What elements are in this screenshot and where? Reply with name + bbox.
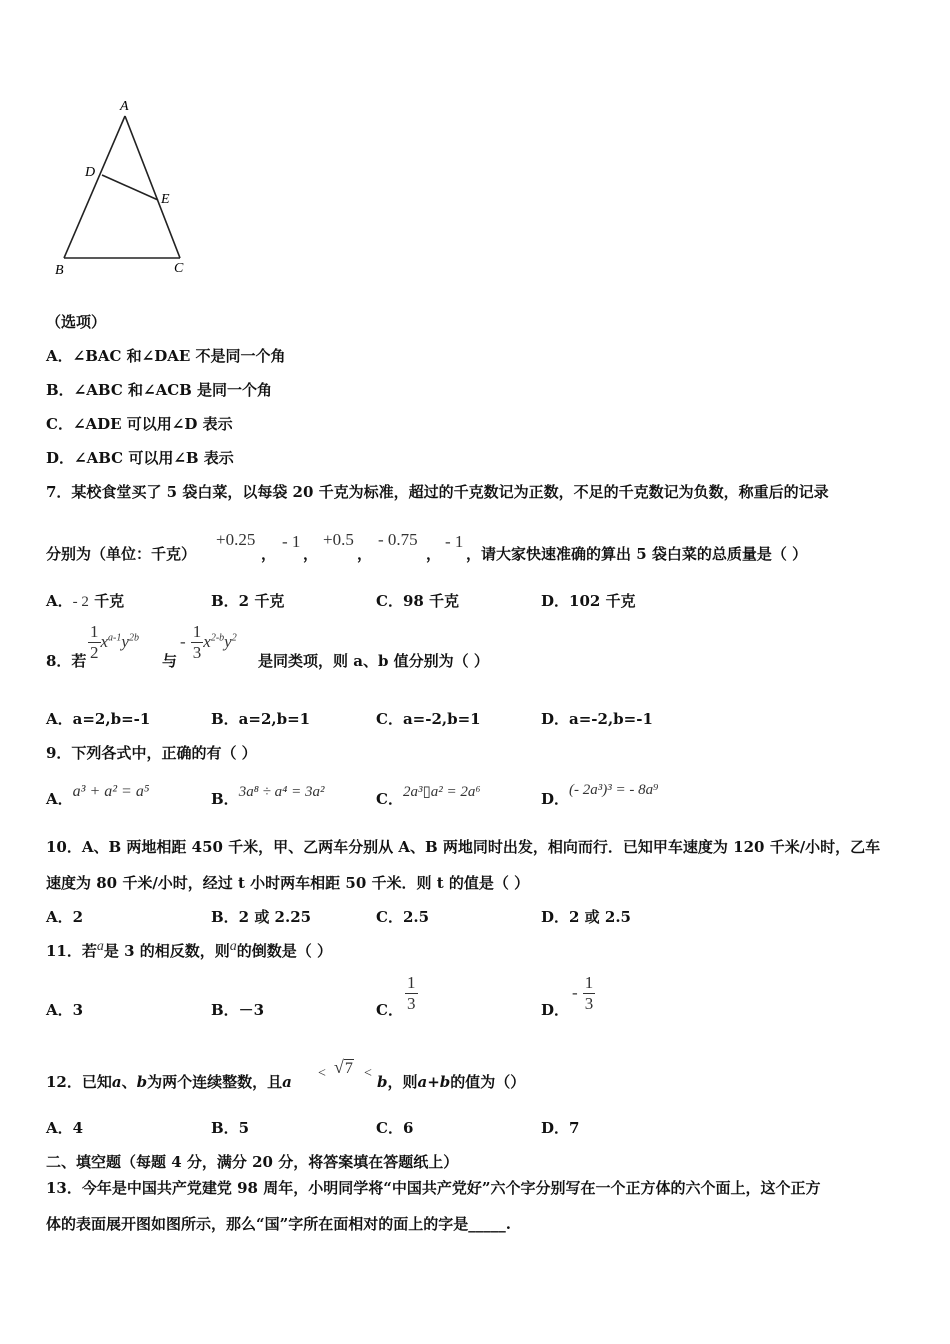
q8-term1-num: 1 bbox=[90, 622, 99, 641]
q7-stem-line1: 7．某校食堂买了 5 袋白菜，以每袋 20 千克为标准，超过的千克数记为正数，不足的千克数记为负数，称重后的记录 bbox=[46, 483, 829, 501]
q12-stem-p4: 的值为（） bbox=[450, 1073, 526, 1091]
q8-term1-x: x bbox=[100, 632, 109, 651]
q9-option-a-expr: a³ + a² = a⁵ bbox=[72, 783, 150, 800]
q7-value-1: +0.25 bbox=[216, 530, 256, 549]
q11-option-d-num: 1 bbox=[584, 973, 594, 992]
q12-var-b: b bbox=[136, 1073, 148, 1091]
q7-comma: ， bbox=[303, 545, 319, 563]
q11-option-c-den: 3 bbox=[407, 994, 416, 1013]
q10-option-a[interactable]: A．2 bbox=[46, 908, 84, 926]
triangle-figure bbox=[40, 90, 210, 290]
q11-option-b[interactable]: B．－3 bbox=[211, 1001, 265, 1019]
q9-stem: 9．下列各式中，正确的有（ ） bbox=[46, 744, 257, 762]
q6-option-b[interactable]: B．∠ABC 和∠ACB 是同一个角 bbox=[46, 381, 273, 399]
q12-option-c[interactable]: C．6 bbox=[376, 1119, 414, 1137]
options-header: （选项） bbox=[46, 313, 107, 331]
q11-var-a: a bbox=[229, 939, 237, 954]
q7-option-a-label: A． bbox=[46, 592, 73, 610]
q11-var-a: a bbox=[96, 939, 104, 954]
q12-less-than-2: < bbox=[364, 1066, 372, 1081]
q9-option-d[interactable] bbox=[541, 782, 659, 809]
q9-option-c-expr: 2a³▯a² = 2a⁶ bbox=[402, 784, 481, 800]
q8-term1-yexp: 2b bbox=[128, 632, 139, 644]
q7-option-c[interactable]: C．98 千克 bbox=[376, 592, 460, 610]
q13-stem-line2: 体的表面展开图如图所示，那么“国”字所在面相对的面上的字是_____. bbox=[46, 1215, 511, 1233]
q12-less-than-1: < bbox=[318, 1066, 326, 1081]
side-ab bbox=[64, 116, 125, 258]
q8-term2-num: 1 bbox=[192, 622, 202, 641]
q11-stem-p1: 11．若 bbox=[46, 942, 97, 960]
q7-option-a[interactable] bbox=[46, 590, 124, 611]
q9-option-c[interactable] bbox=[376, 784, 481, 809]
q7-option-b[interactable]: B．2 千克 bbox=[211, 592, 285, 610]
q12-stem-p1: 12．已知 bbox=[46, 1073, 112, 1091]
q11-option-d-sign: - bbox=[572, 983, 578, 1002]
q12-stem-p2: 为两个连续整数，且 bbox=[147, 1073, 283, 1091]
q11-option-d[interactable] bbox=[541, 999, 569, 1020]
q12-stem-tail bbox=[377, 1071, 525, 1092]
label-c: C bbox=[174, 261, 184, 276]
q8-term1-xexp: a-1 bbox=[108, 632, 122, 644]
q8-term1-fraction bbox=[88, 622, 101, 663]
q11-option-c-num: 1 bbox=[407, 973, 416, 992]
q7-option-d[interactable]: D．102 千克 bbox=[541, 592, 636, 610]
q10-stem-line1: 10．A、B 两地相距 450 千米，甲、乙两车分别从 A、B 两地同时出发，相向而行．已知甲车速度为 120 千米/小时，乙车 bbox=[46, 838, 881, 856]
q11-option-d-fraction bbox=[572, 973, 595, 1014]
q7-value-5: - 1 bbox=[445, 532, 464, 551]
q8-term2-fraction bbox=[191, 622, 204, 663]
q11-stem bbox=[46, 940, 332, 961]
q8-term2-y: y bbox=[224, 632, 232, 651]
section-heading: 二、填空题（每题 4 分，满分 20 分，将答案填在答题纸上） bbox=[46, 1153, 459, 1171]
label-a: A bbox=[120, 99, 129, 114]
q8-option-a[interactable]: A．a=2,b=-1 bbox=[46, 710, 151, 728]
q7-value-3: +0.5 bbox=[323, 530, 354, 549]
q6-option-d[interactable]: D．∠ABC 可以用∠B 表示 bbox=[46, 449, 234, 467]
q8-term2 bbox=[180, 622, 237, 663]
q10-stem-line2: 速度为 80 千米/小时，经过 t 小时两车相距 50 千米．则 t 的值是（ ） bbox=[46, 874, 530, 892]
q6-option-c[interactable]: C．∠ADE 可以用∠D 表示 bbox=[46, 415, 233, 433]
q8-term2-xexp: 2-b bbox=[210, 632, 225, 644]
radical-icon: √ bbox=[334, 1057, 344, 1077]
q10-option-d[interactable]: D．2 或 2.5 bbox=[541, 908, 631, 926]
q7-comma: ， bbox=[357, 545, 373, 563]
q7-stem-prefix: 分别为（单位：千克） bbox=[46, 545, 197, 563]
q12-var-a: a bbox=[282, 1073, 292, 1091]
q11-option-c-label: C． bbox=[376, 1001, 403, 1019]
q7-stem-suffix: ，请大家快速准确的算出 5 袋白菜的总质量是（ ） bbox=[466, 545, 808, 563]
q7-option-a-unit: 千克 bbox=[94, 592, 125, 610]
q9-option-a[interactable] bbox=[46, 783, 150, 809]
q7-comma: ， bbox=[261, 545, 277, 563]
q12-stem-p3: ，则 bbox=[387, 1073, 418, 1091]
q11-option-a[interactable]: A．3 bbox=[46, 1001, 84, 1019]
q10-option-b[interactable]: B．2 或 2.25 bbox=[211, 908, 312, 926]
q7-option-a-math: - 2 bbox=[72, 594, 89, 610]
q9-option-b-expr: 3a⁸ ÷ a⁴ = 3a² bbox=[238, 784, 325, 800]
q11-stem-p2: 是 3 的相反数，则 bbox=[103, 942, 230, 960]
q8-term2-sign: - bbox=[180, 632, 186, 651]
q8-stem-prefix: 8．若 bbox=[46, 652, 87, 670]
label-e: E bbox=[161, 192, 170, 207]
q8-stem-mid: 与 bbox=[162, 652, 178, 670]
q8-term1-y: y bbox=[121, 632, 129, 651]
label-b: B bbox=[55, 263, 64, 278]
q12-radicand: 7 bbox=[344, 1060, 353, 1077]
q6-option-a[interactable]: A．∠BAC 和∠DAE 不是同一个角 bbox=[46, 347, 286, 365]
label-d: D bbox=[85, 165, 96, 180]
q8-term2-x: x bbox=[203, 632, 211, 651]
q12-option-d[interactable]: D．7 bbox=[541, 1119, 580, 1137]
q12-stem bbox=[46, 1071, 292, 1092]
q8-option-d[interactable]: D．a=-2,b=-1 bbox=[541, 710, 653, 728]
q12-var-b: b bbox=[377, 1073, 388, 1091]
q8-term1-den: 2 bbox=[90, 643, 99, 662]
q12-var-a: a bbox=[111, 1073, 122, 1091]
q11-stem-p3: 的倒数是（ ） bbox=[236, 942, 332, 960]
q7-comma: ， bbox=[426, 545, 442, 563]
q8-term1 bbox=[88, 622, 139, 663]
q8-stem-suffix: 是同类项，则 a、b 值分别为（ ） bbox=[258, 652, 489, 670]
q8-term2-den: 3 bbox=[192, 643, 202, 662]
q8-term2-yexp: 2 bbox=[231, 632, 237, 644]
q12-option-a[interactable]: A．4 bbox=[46, 1119, 84, 1137]
q7-value-2: - 1 bbox=[282, 532, 301, 551]
q12-sep: 、 bbox=[121, 1073, 137, 1091]
q9-option-d-label: D． bbox=[541, 790, 570, 808]
q8-option-b[interactable]: B．a=2,b=1 bbox=[211, 710, 311, 728]
q9-option-c-label: C． bbox=[376, 790, 403, 808]
q12-sqrt7 bbox=[334, 1057, 354, 1078]
q10-option-c[interactable]: C．2.5 bbox=[376, 908, 430, 926]
q8-option-c[interactable]: C．a=-2,b=1 bbox=[376, 710, 481, 728]
q13-stem-line1: 13．今年是中国共产党建党 98 周年，小明同学将“中国共产党好”六个字分别写在一个正方体的六个面上，这个正方 bbox=[46, 1179, 821, 1197]
q9-option-d-expr: (- 2a³)³ = - 8a⁹ bbox=[569, 782, 659, 798]
q7-value-4: - 0.75 bbox=[378, 530, 418, 549]
side-ac bbox=[125, 116, 180, 258]
q12-option-b[interactable]: B．5 bbox=[211, 1119, 250, 1137]
q9-option-a-label: A． bbox=[46, 790, 73, 808]
q9-option-b[interactable] bbox=[211, 784, 325, 809]
q12-sum: a+b bbox=[417, 1073, 451, 1091]
q11-option-c-fraction bbox=[405, 973, 418, 1014]
q9-option-b-label: B． bbox=[211, 790, 239, 808]
q11-option-d-label: D． bbox=[541, 1001, 570, 1019]
q11-option-c[interactable] bbox=[376, 999, 403, 1020]
q11-option-d-den: 3 bbox=[584, 994, 594, 1013]
